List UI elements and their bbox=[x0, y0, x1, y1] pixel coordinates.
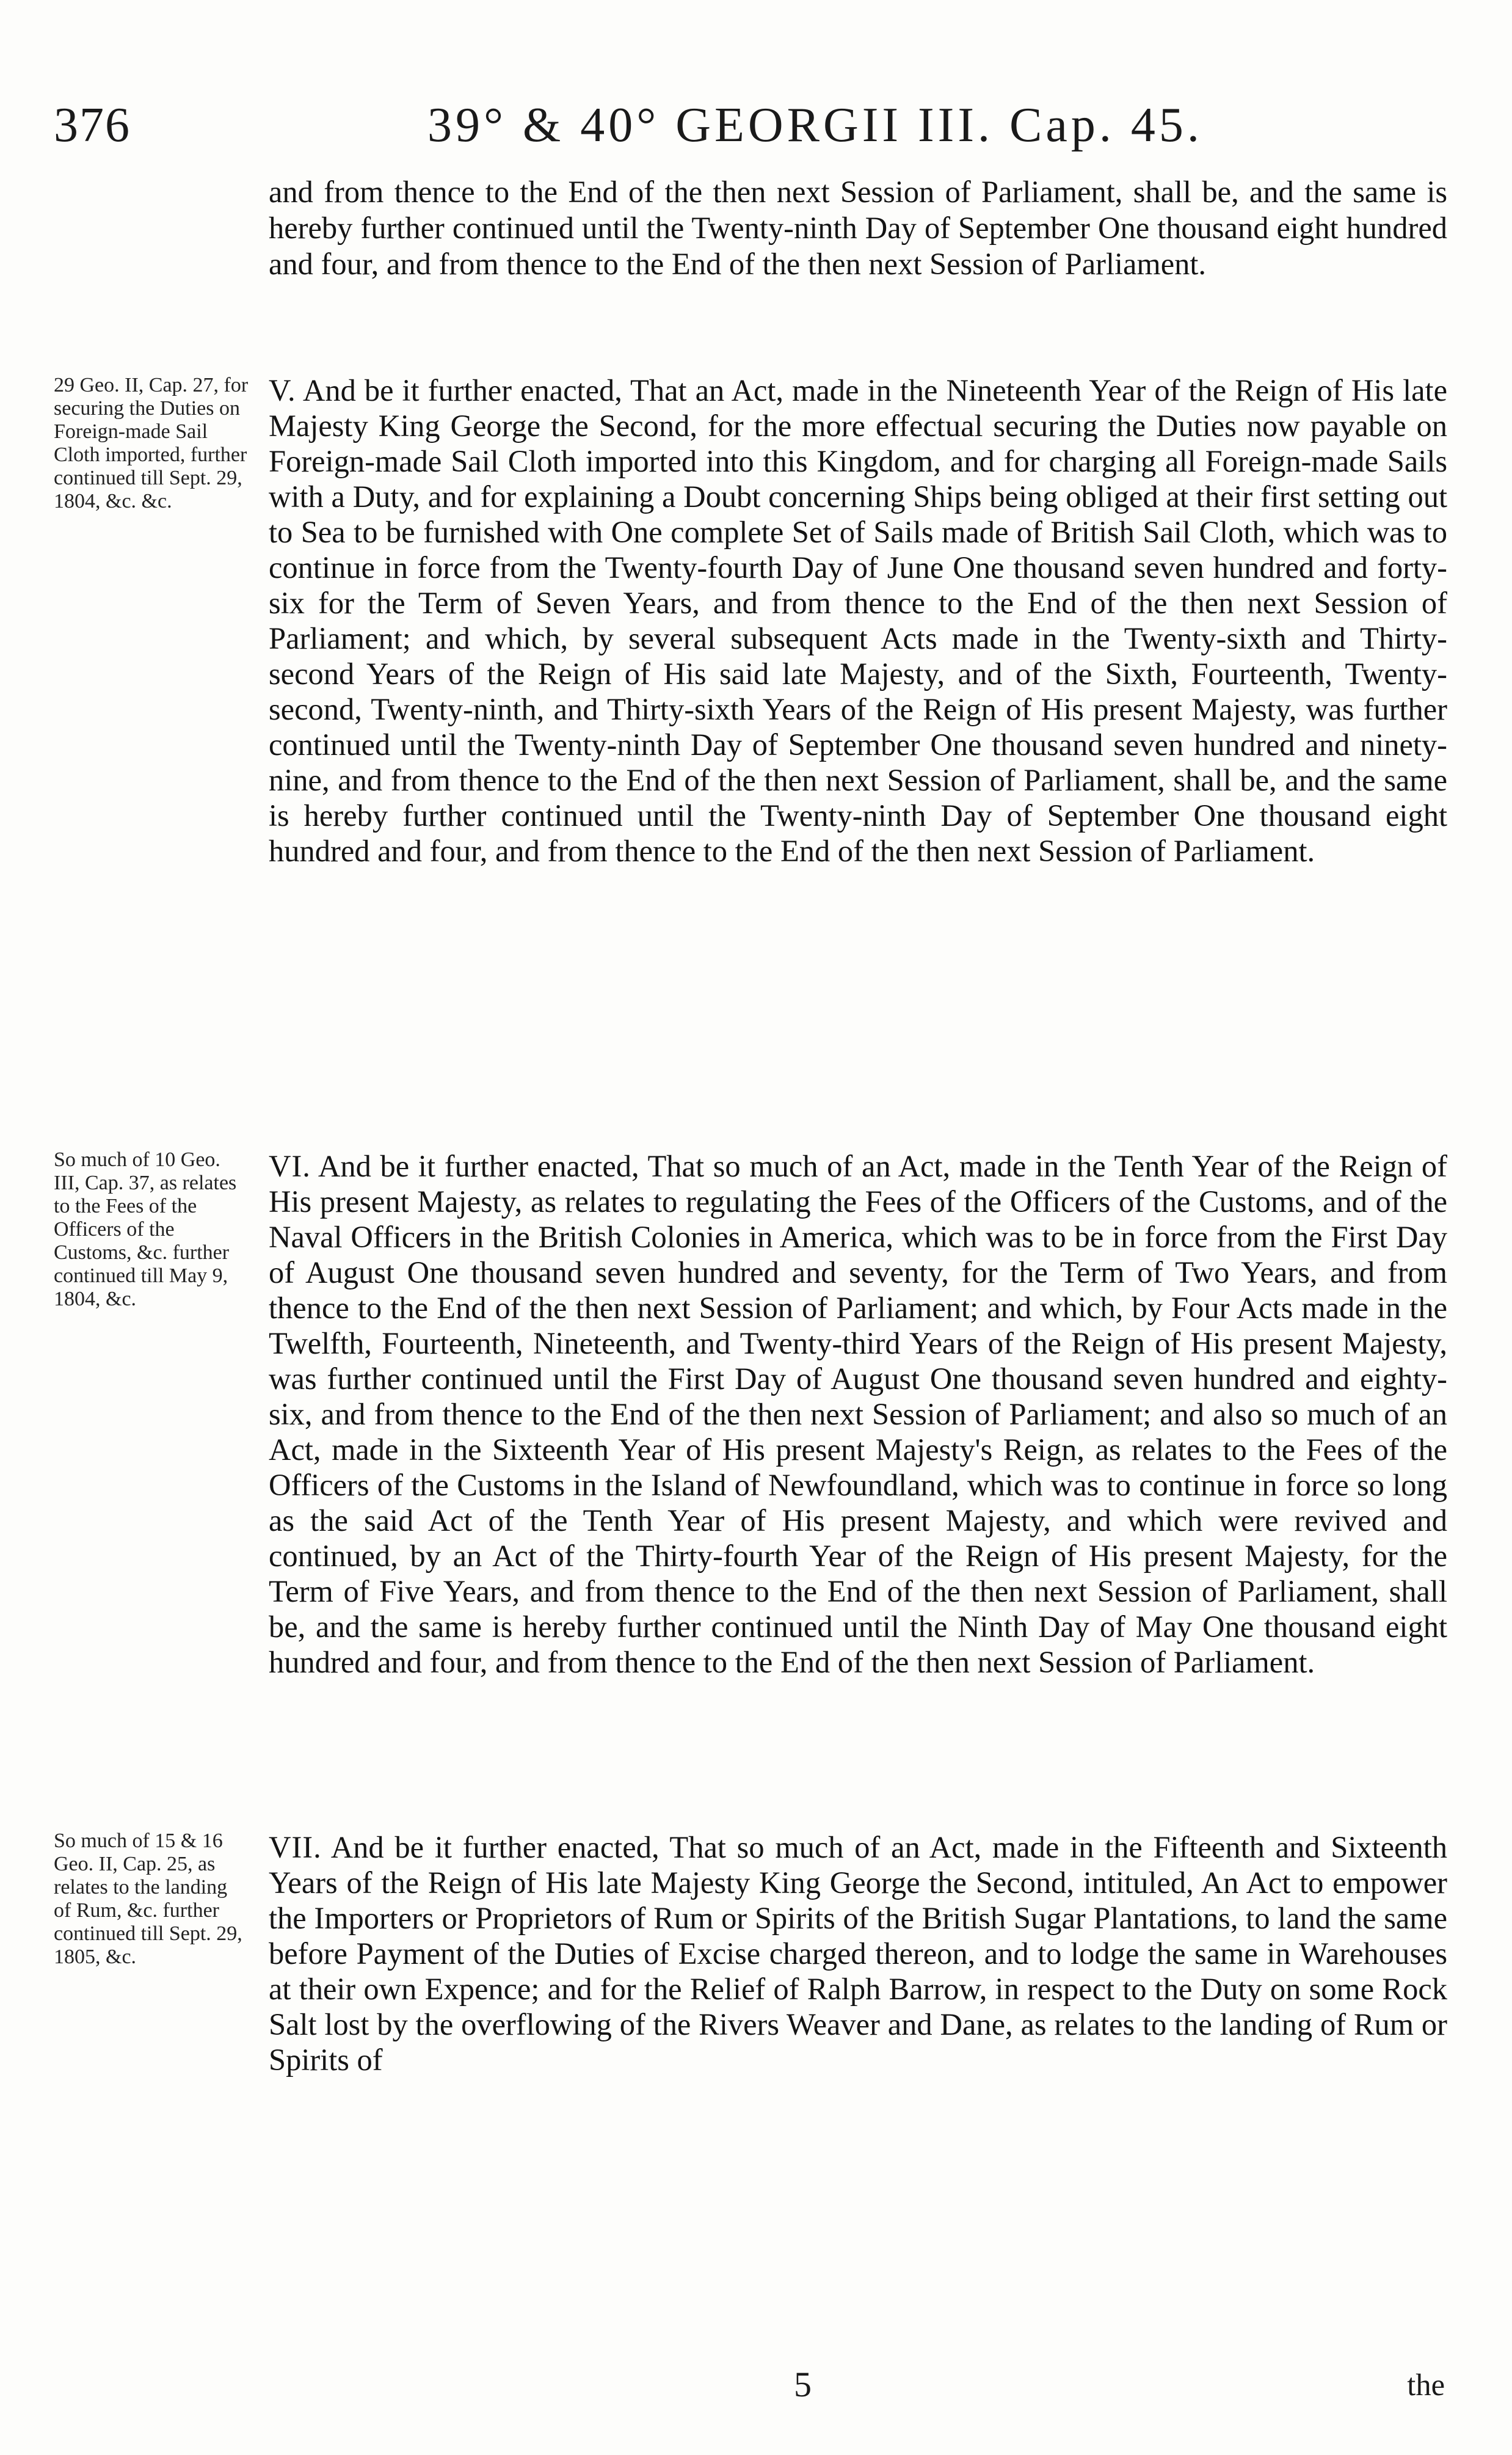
section-5-text bbox=[269, 373, 1447, 869]
section-6-number: VI. bbox=[269, 1149, 311, 1183]
section-7-body: And be it further enacted, That so much of an Act, made in the Fifteenth and Sixteenth Years of the Reign of His late Majesty King George the Second, intituled, An Act to empower the Importers or Proprietors of Rum or Spirits of the British Sugar Plantations, to land the same before Payment of the Duties of Excise charged thereon, and to lodge the same in Warehouses at their own Expence; and for the Relief of Ralph Barrow, in respect to the Duty on some Rock Salt lost by the overflowing of the Rivers Weaver and Dane, as relates to the landing of Rum or Spirits of bbox=[269, 1830, 1447, 2077]
continuation-paragraph: and from thence to the End of the then next Session of Parliament, shall be, and the same is hereby further continued until the Twenty-ninth Day of September One thousand eight hundred and four, and from thence to the End of the then next Session of Parliament. bbox=[269, 175, 1447, 281]
catchword: the bbox=[1407, 2368, 1445, 2402]
section-5-number: V. bbox=[269, 373, 296, 407]
section-6-text bbox=[269, 1148, 1447, 1680]
running-head: 39° & 40° GEORGII III. Cap. 45. bbox=[427, 98, 1203, 152]
page-header bbox=[0, 98, 1512, 165]
section-6 bbox=[269, 1148, 1447, 1680]
marginal-note-section-6: So much of 10 Geo. III, Cap. 37, as relates to the Fees of the Officers of the Customs, &c. further continued till May 9, 1804, &c. bbox=[54, 1148, 237, 1310]
section-7 bbox=[269, 1829, 1447, 2077]
signature-mark: 5 bbox=[794, 2365, 812, 2404]
section-6-body: And be it further enacted, That so much of an Act, made in the Tenth Year of the Reign of His present Majesty, as relates to regulating the Fees of the Officers of the Customs, and of the Naval Officers in the British Colonies in America, which was to be in force from the First Day of August One thousand seven hundred and seventy, for the Term of Two Years, and from thence to the End of the then next Session of Parliament; and which, by Four Acts made in the Twelfth, Fourteenth, Nineteenth, and Twenty-third Years of the Reign of His present Majesty, was further continued until the First Day of August One thousand seven hundred and eighty-six, and from thence to the End of the then next Session of Parliament; and also so much of an Act, made in the Sixteenth Year of His present Majesty's Reign, as relates to the Fees of the Officers of the Customs in the Island of Newfoundland, which was to continue in force so long as the said Act of the Tenth Year of His present Majesty, and which were revived and continued, by an Act of the Thirty-fourth Year of the Reign of His present Majesty, for the Term of Five Years, and from thence to the End of the then next Session of Parliament, shall be, and the same is hereby further continued until the Ninth Day of May One thousand eight hundred and four, and from thence to the End of the then next Session of Parliament. bbox=[269, 1149, 1447, 1679]
section-5 bbox=[269, 373, 1447, 869]
marginal-note-section-5: 29 Geo. II, Cap. 27, for securing the Duties on Foreign-made Sail Cloth imported, further continued till Sept. 29, 1804, &c. &c. bbox=[54, 374, 249, 513]
marginal-note-section-7: So much of 15 & 16 Geo. II, Cap. 25, as relates to the landing of Rum, &c. further continued till Sept. 29, 1805, &c. bbox=[54, 1829, 242, 1968]
section-5-body: And be it further enacted, That an Act, made in the Nineteenth Year of the Reign of His late Majesty King George the Second, for the more effectual securing the Duties now payable on Foreign-made Sail Cloth imported into this Kingdom, and for charging all Foreign-made Sails with a Duty, and for explaining a Doubt concerning Ships being obliged at their first setting out to Sea to be furnished with One complete Set of Sails made of British Sail Cloth, which was to continue in force from the Twenty-fourth Day of June One thousand seven hundred and forty-six for the Term of Seven Years, and from thence to the End of the then next Session of Parliament; and which, by several subsequent Acts made in the Twenty-sixth and Thirty-second Years of the Reign of His said late Majesty, and of the Sixth, Fourteenth, Twenty-second, Twenty-ninth, and Thirty-sixth Years of the Reign of His present Majesty, was further continued until the Twenty-ninth Day of September One thousand seven hundred and ninety-nine, and from thence to the End of the then next Session of Parliament, shall be, and the same is hereby further continued until the Twenty-ninth Day of September One thousand eight hundred and four, and from thence to the End of the then next Session of Parliament. bbox=[269, 373, 1447, 868]
section-7-number: VII. bbox=[269, 1830, 322, 1864]
section-7-text bbox=[269, 1829, 1447, 2077]
page-number: 376 bbox=[54, 98, 131, 152]
